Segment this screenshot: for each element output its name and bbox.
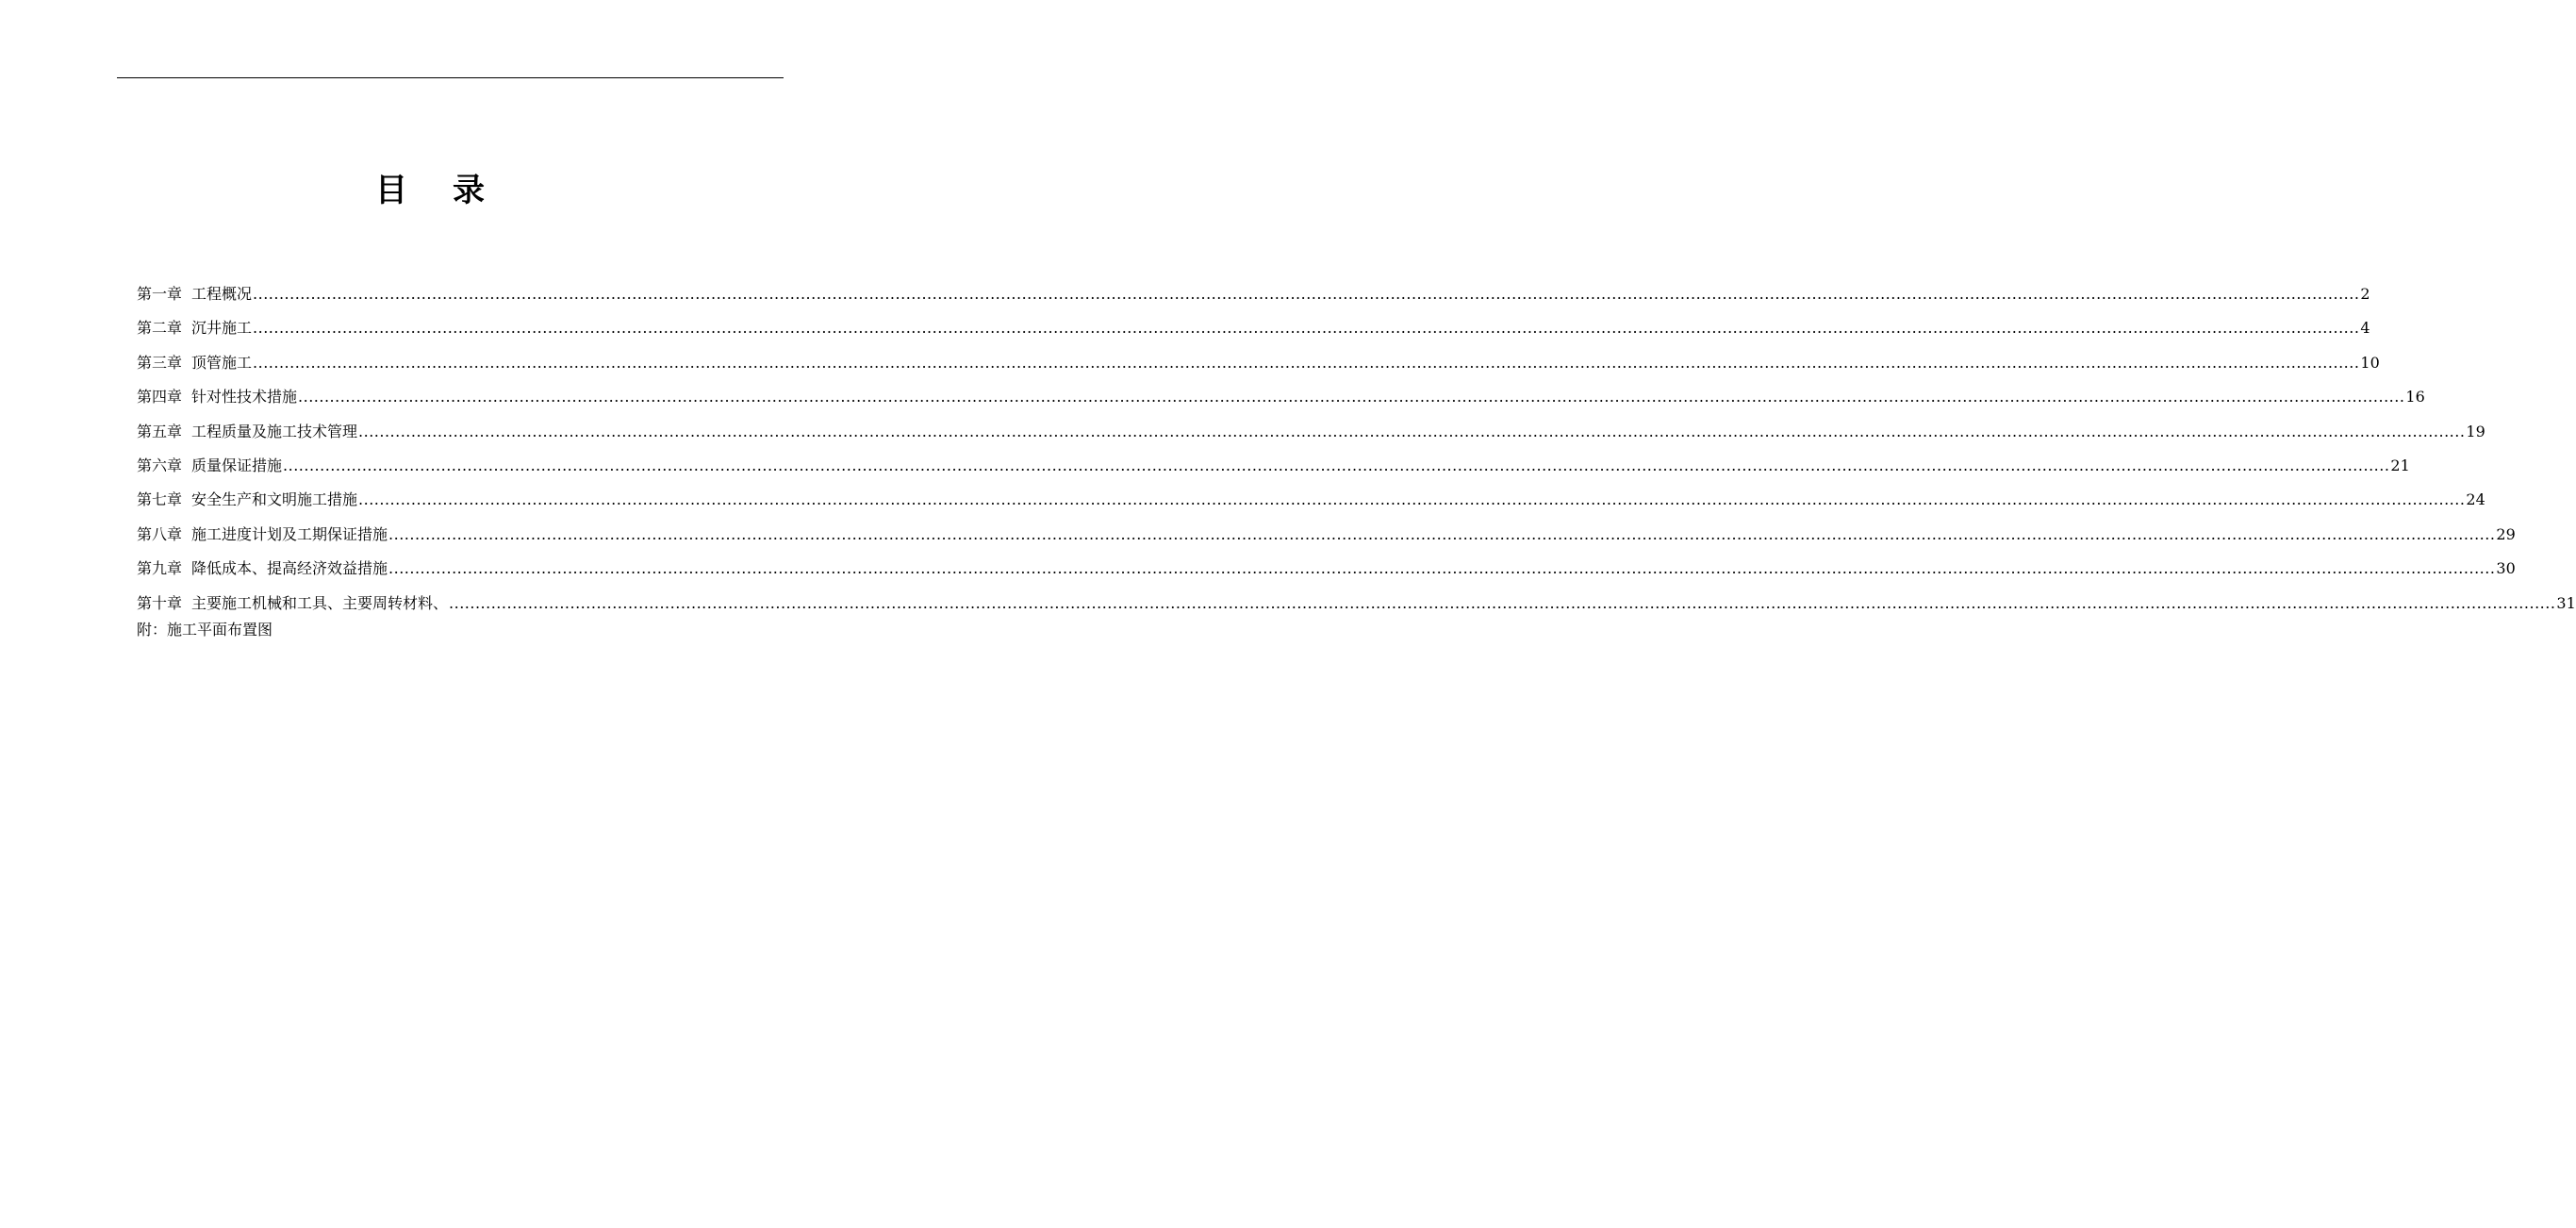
toc-page-number: 29 — [2496, 524, 2516, 543]
toc-dot-leader: ................................................................................................................................................................................................................................................................................................................................................................................................................ — [388, 524, 2496, 543]
toc-chapter-number: 第八章 — [137, 524, 183, 543]
toc-appendix: 附：施工平面布置图 — [137, 621, 273, 639]
toc-page-number: 2 — [2360, 285, 2370, 303]
toc-dot-leader: ................................................................................................................................................................................................................................................................................................................................................................................................................ — [283, 456, 2390, 474]
toc-chapter-number: 第三章 — [137, 353, 183, 372]
toc-entry[interactable] — [137, 522, 2516, 556]
toc-entry[interactable] — [137, 556, 2516, 589]
toc-chapter-number: 第五章 — [137, 422, 183, 440]
toc-chapter-title: 顶管施工 — [191, 353, 253, 372]
toc-chapter-title: 降低成本、提高经济效益措施 — [191, 559, 388, 578]
toc-page-number: 24 — [2466, 490, 2485, 509]
toc-chapter-number: 第九章 — [137, 559, 183, 578]
toc-entry[interactable] — [137, 487, 2485, 521]
toc-page-number: 16 — [2405, 388, 2425, 407]
toc-entry[interactable] — [137, 350, 2380, 384]
toc-chapter-title: 工程质量及施工技术管理 — [191, 422, 358, 440]
toc-page-number: 19 — [2466, 422, 2485, 440]
toc-page-number: 21 — [2390, 456, 2410, 474]
header-rule — [117, 77, 784, 78]
toc-page-number: 31 — [2556, 593, 2576, 612]
toc-chapter-title: 沉井施工 — [191, 319, 253, 338]
toc-dot-leader: ................................................................................................................................................................................................................................................................................................................................................................................................................ — [358, 490, 2466, 509]
toc-page-number: 30 — [2496, 559, 2516, 578]
toc-dot-leader: ................................................................................................................................................................................................................................................................................................................................................................................................................ — [298, 388, 2405, 407]
toc-chapter-number: 第四章 — [137, 388, 183, 407]
toc-chapter-number: 第十章 — [137, 593, 183, 612]
toc-dot-leader: ................................................................................................................................................................................................................................................................................................................................................................................................................ — [253, 353, 2360, 372]
toc-entry[interactable] — [137, 384, 2425, 418]
table-of-contents — [137, 281, 2576, 624]
toc-page-number: 10 — [2360, 353, 2380, 372]
toc-chapter-number: 第七章 — [137, 490, 183, 509]
toc-dot-leader: ................................................................................................................................................................................................................................................................................................................................................................................................................ — [449, 593, 2556, 612]
toc-chapter-title: 工程概况 — [191, 285, 253, 303]
toc-dot-leader: ................................................................................................................................................................................................................................................................................................................................................................................................................ — [358, 422, 2466, 440]
toc-dot-leader: ................................................................................................................................................................................................................................................................................................................................................................................................................ — [253, 285, 2360, 303]
toc-entry[interactable] — [137, 315, 2370, 349]
toc-dot-leader: ................................................................................................................................................................................................................................................................................................................................................................................................................ — [253, 319, 2360, 338]
toc-chapter-title: 主要施工机械和工具、主要周转材料、 — [191, 593, 449, 612]
toc-chapter-title: 安全生产和文明施工措施 — [191, 490, 358, 509]
toc-chapter-title: 针对性技术措施 — [191, 388, 298, 407]
toc-chapter-title: 施工进度计划及工期保证措施 — [191, 524, 388, 543]
toc-chapter-number: 第六章 — [137, 456, 183, 474]
page-title: 目录 — [375, 172, 530, 209]
toc-entry[interactable] — [137, 281, 2370, 315]
toc-page-number: 4 — [2360, 319, 2370, 338]
toc-entry[interactable] — [137, 419, 2485, 453]
toc-entry[interactable] — [137, 453, 2410, 487]
toc-dot-leader: ................................................................................................................................................................................................................................................................................................................................................................................................................ — [388, 559, 2496, 578]
toc-chapter-number: 第一章 — [137, 285, 183, 303]
toc-chapter-title: 质量保证措施 — [191, 456, 283, 474]
toc-chapter-number: 第二章 — [137, 319, 183, 338]
